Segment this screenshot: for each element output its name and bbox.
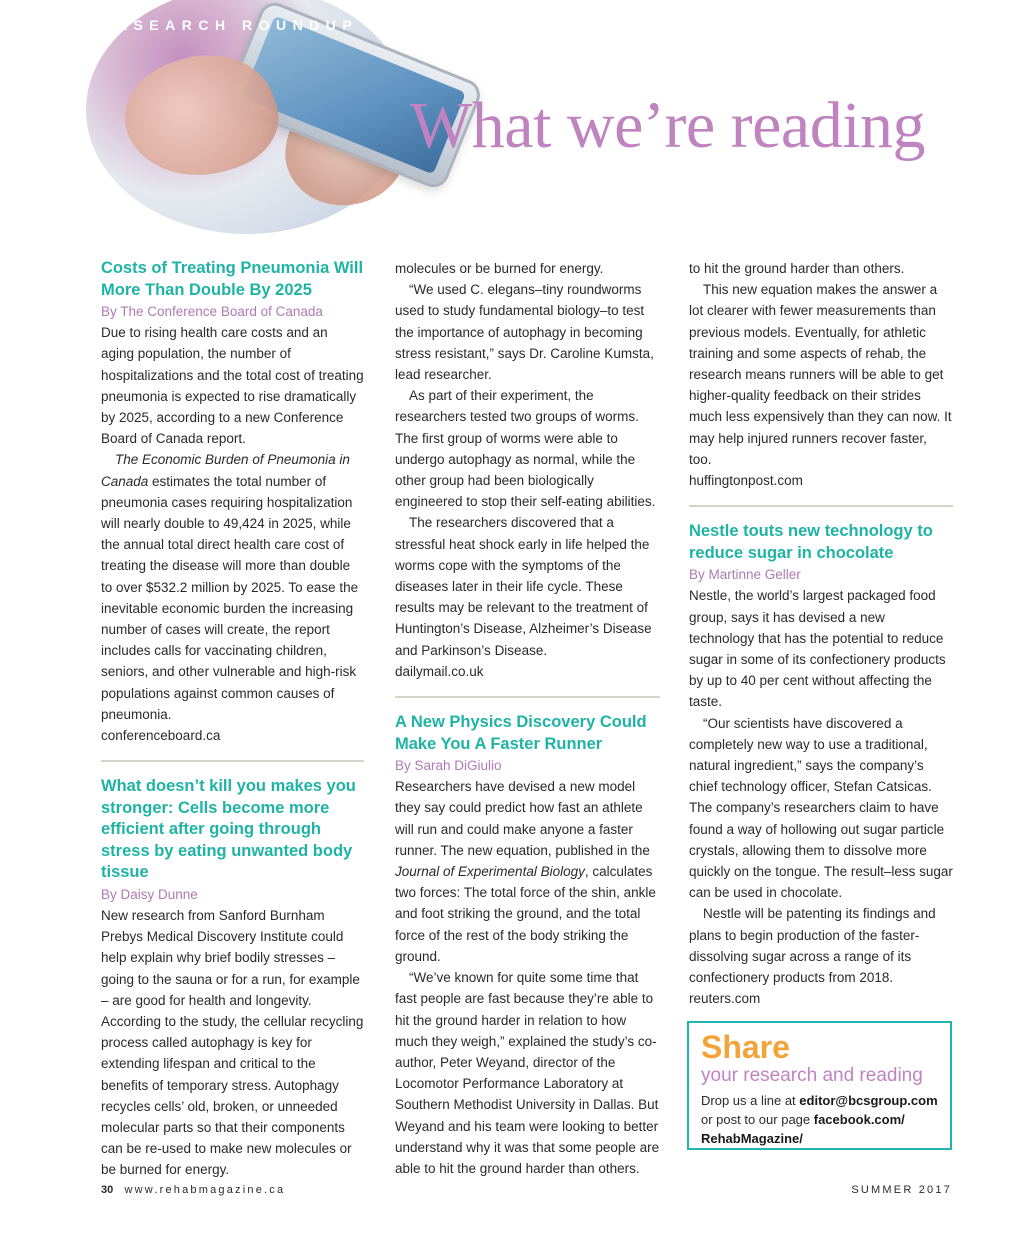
article-title-autophagy: What doesn’t kill you makes you stronger: Cells become more efficient after going through stress by eating unwanted body tissue	[101, 777, 356, 882]
article-paragraph: New research from Sanford Burnham Prebys Medical Discovery Institute could help explain why brief bodily stresses – going to the sauna or for a run, for example – are good for health and longevity. According to the study, the cellular recycling process called autophagy is key for extending lifespan and critical to the benefits of temporary stress. Autophagy recycles cells’ old, broken, or unneeded molecular parts so that their components can be re-used to make new molecules or be burned for energy.	[101, 907, 364, 1178]
article-source: dailymail.co.uk	[395, 663, 484, 679]
article-byline: By Martinne Geller	[689, 567, 801, 583]
article-byline: By Daisy Dunne	[101, 886, 198, 902]
article-title-nestle: Nestle touts new technology to reduce sugar in chocolate	[689, 522, 933, 562]
article-paragraph: Due to rising health care costs and an aging population, the number of hospitalizations and the total cost of treating pneumonia is expected to rise dramatically by 2025, according to a new Conference Board of Canada report.	[101, 325, 364, 447]
divider	[689, 505, 953, 507]
column-1	[101, 258, 364, 1178]
article-paragraph-continued: molecules or be burned for energy.	[395, 261, 604, 276]
divider	[395, 696, 660, 698]
email-link[interactable]: editor@bcsgroup.com	[799, 1093, 938, 1108]
section-kicker: RESEARCH ROUNDUP	[101, 17, 359, 33]
article-paragraph-continued: to hit the ground harder than others.	[689, 261, 905, 276]
article-byline: By Sarah DiGiulio	[395, 758, 502, 774]
header-photo-phone-hands	[86, 0, 408, 234]
article-paragraph: Nestle will be patenting its findings and plans to begin production of the faster-dissolving sugar across a range of its confectionery products from 2018.	[689, 906, 936, 986]
article-paragraph: “We’ve known for quite some time that fast people are fast because they’re able to hit the ground harder in relation to how much they weigh,” explained the study’s co-author, Peter Weyand, director of the Locomotor Performance Laboratory at Southern Methodist University in Dallas. But Weyand and his team were looking to better understand why it was that some people are able to hit the ground harder than others.	[395, 970, 660, 1176]
article-paragraph: “We used C. elegans–tiny roundworms used to study fundamental biology–to test the importance of autophagy in becoming stress resistant,” says Dr. Caroline Kumsta, lead researcher.	[395, 282, 654, 383]
page-number: 30	[101, 1184, 114, 1196]
report-title: The Economic Burden of Pneumonia in Canada	[101, 452, 350, 489]
article-paragraph: The researchers discovered that a stressful heat shock early in life helped the worms cope with the symptoms of the diseases later in their life cycle. These results may be relevant to the treatment of Huntington’s Disease, Alzheimer’s Disease and Parkinson’s Disease.	[395, 515, 652, 658]
page-title: What we’re reading	[410, 89, 926, 162]
share-facebook-line: or post to our page facebook.com/ RehabMagazine/	[701, 1112, 905, 1146]
journal-title: Journal of Experimental Biology	[395, 864, 585, 880]
issue-date: SUMMER 2017	[851, 1184, 952, 1196]
share-email-line: Drop us a line at editor@bcsgroup.com	[701, 1093, 938, 1108]
article-title-physics: A New Physics Discovery Could Make You A Faster Runner	[395, 713, 647, 753]
article-paragraph: As part of their experiment, the researchers tested two groups of worms. The first group of worms were able to undergo autophagy as normal, while the other group had been biologically engineered to stop their self-eating abilities.	[395, 388, 656, 510]
share-callout-box	[687, 1021, 952, 1150]
article-paragraph: “Our scientists have discovered a completely new way to use a traditional, natural ingredient,” says the company’s chief technology officer, Stefan Catsicas. The company’s researchers claim to have found a way of hollowing out sugar particle crystals, allowing them to dissolve more quickly on the tongue. The result–less sugar can be used in chocolate.	[689, 715, 953, 901]
share-title: Share	[701, 1029, 790, 1065]
article-paragraph: This new equation makes the answer a lot clearer with fewer measurements than previous models. Eventually, for athletic training and some aspects of rehab, the research means runners will be able to get higher-quality feedback on their strides much less expensively than they can now. It may help injured runners recover faster, too.	[689, 282, 952, 467]
article-byline: By The Conference Board of Canada	[101, 304, 323, 319]
column-3	[689, 258, 953, 1010]
divider	[101, 760, 364, 762]
website-url[interactable]: www.rehabmagazine.ca	[124, 1184, 286, 1196]
article-source: conferenceboard.ca	[101, 728, 221, 744]
share-subtitle: your research and reading	[701, 1065, 923, 1086]
footer-left	[101, 1184, 285, 1196]
article-paragraph: Researchers have devised a new model they say could predict how fast an athlete will run and could make anyone a faster runner. The new equation, published in the Journal of Experimental Biology, calculates two forces: The total force of the shin, ankle and foot striking the ground, and the total force of the rest of the body striking the ground.	[395, 779, 656, 964]
article-source: huffingtonpost.com	[689, 473, 803, 489]
article-title-pneumonia: Costs of Treating Pneumonia Will More Than Double By 2025	[101, 259, 364, 299]
facebook-link[interactable]: facebook.com/ RehabMagazine/	[701, 1112, 905, 1146]
article-paragraph: The Economic Burden of Pneumonia in Canada estimates the total number of pneumonia cases requiring hospitalization will nearly double to 49,424 in 2025, while the annual total direct health care cost of treating the disease will more than double to over $532.2 million by 2025. To ease the inevitable economic burden the increasing number of cases will create, the report includes calls for vaccinating children, seniors, and other vulnerable and high-risk populations against common causes of pneumonia.	[101, 452, 359, 722]
column-2	[395, 258, 660, 1179]
article-source: reuters.com	[689, 991, 761, 1007]
article-paragraph: Nestle, the world’s largest packaged food group, says it has devised a new technology that has the potential to reduce sugar in some of its confectionery products by up to 40 per cent without affecting the taste.	[689, 588, 946, 710]
